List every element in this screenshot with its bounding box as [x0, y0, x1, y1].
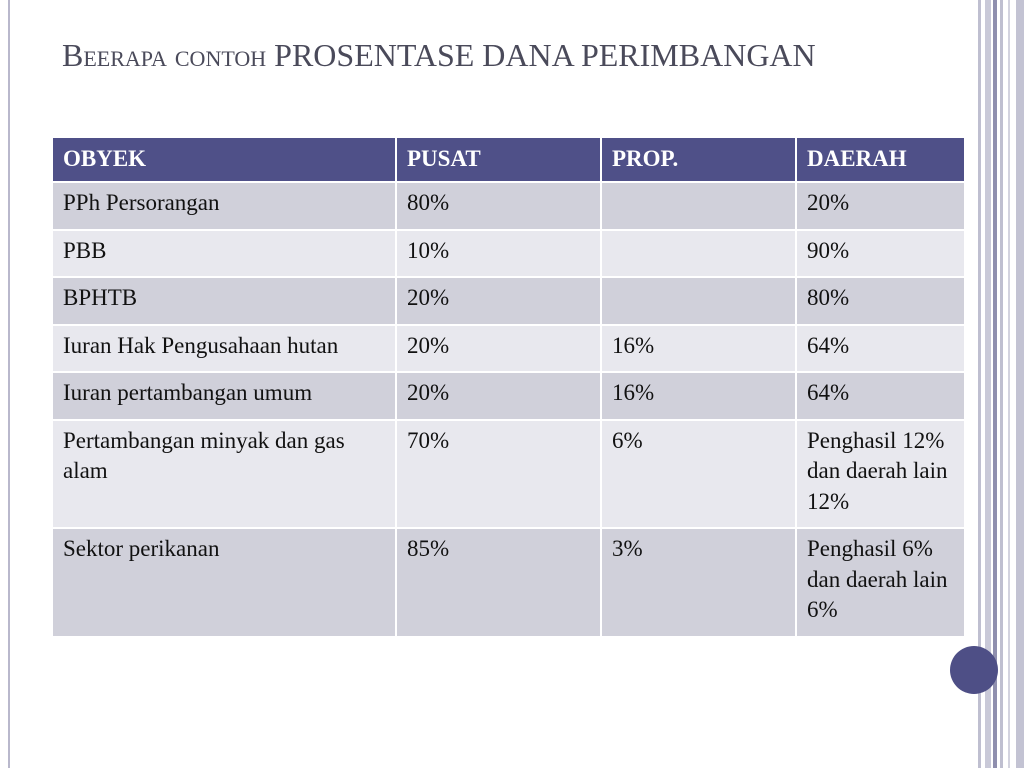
cell-prop: 16%: [601, 325, 796, 373]
table-row: [52, 420, 965, 529]
slide-frame-stripe: [1000, 0, 1003, 768]
table-row: [52, 528, 965, 637]
table-row: [52, 230, 965, 278]
cell-daerah: 64%: [796, 372, 965, 420]
cell-pusat: 10%: [396, 230, 601, 278]
cell-obyek: Sektor perikanan: [52, 528, 396, 637]
cell-prop: 6%: [601, 420, 796, 529]
cell-obyek: Iuran pertambangan umum: [52, 372, 396, 420]
cell-obyek: PPh Persorangan: [52, 182, 396, 230]
cell-daerah: 80%: [796, 277, 965, 325]
table-row: [52, 182, 965, 230]
cell-pusat: 20%: [396, 277, 601, 325]
header-prop: PROP.: [601, 137, 796, 182]
data-table-container: [51, 136, 964, 638]
table-row: [52, 277, 965, 325]
header-pusat: PUSAT: [396, 137, 601, 182]
cell-daerah: 64%: [796, 325, 965, 373]
cell-prop: 3%: [601, 528, 796, 637]
slide-title: Beerapa contoh PROSENTASE DANA PERIMBANGAN: [62, 37, 816, 73]
table-header-row: [52, 137, 965, 182]
cell-prop: [601, 230, 796, 278]
slide-frame-stripe: [1008, 0, 1010, 768]
header-obyek: OBYEK: [52, 137, 396, 182]
cell-pusat: 80%: [396, 182, 601, 230]
slide-frame-stripe: [993, 0, 997, 768]
cell-pusat: 85%: [396, 528, 601, 637]
cell-daerah: Penghasil 12% dan daerah lain 12%: [796, 420, 965, 529]
table-row: [52, 325, 965, 373]
cell-obyek: PBB: [52, 230, 396, 278]
cell-daerah: 20%: [796, 182, 965, 230]
cell-pusat: 20%: [396, 325, 601, 373]
slide-decoration-circle: [950, 646, 998, 694]
cell-obyek: BPHTB: [52, 277, 396, 325]
table-row: [52, 372, 965, 420]
header-daerah: DAERAH: [796, 137, 965, 182]
slide-frame-left-line: [8, 0, 10, 768]
prosentase-table: [51, 136, 966, 638]
cell-prop: 16%: [601, 372, 796, 420]
cell-prop: [601, 277, 796, 325]
cell-pusat: 20%: [396, 372, 601, 420]
cell-daerah: Penghasil 6% dan daerah lain 6%: [796, 528, 965, 637]
cell-pusat: 70%: [396, 420, 601, 529]
slide-frame-stripe: [1016, 0, 1024, 768]
cell-obyek: Iuran Hak Pengusahaan hutan: [52, 325, 396, 373]
cell-prop: [601, 182, 796, 230]
cell-daerah: 90%: [796, 230, 965, 278]
cell-obyek: Pertambangan minyak dan gas alam: [52, 420, 396, 529]
